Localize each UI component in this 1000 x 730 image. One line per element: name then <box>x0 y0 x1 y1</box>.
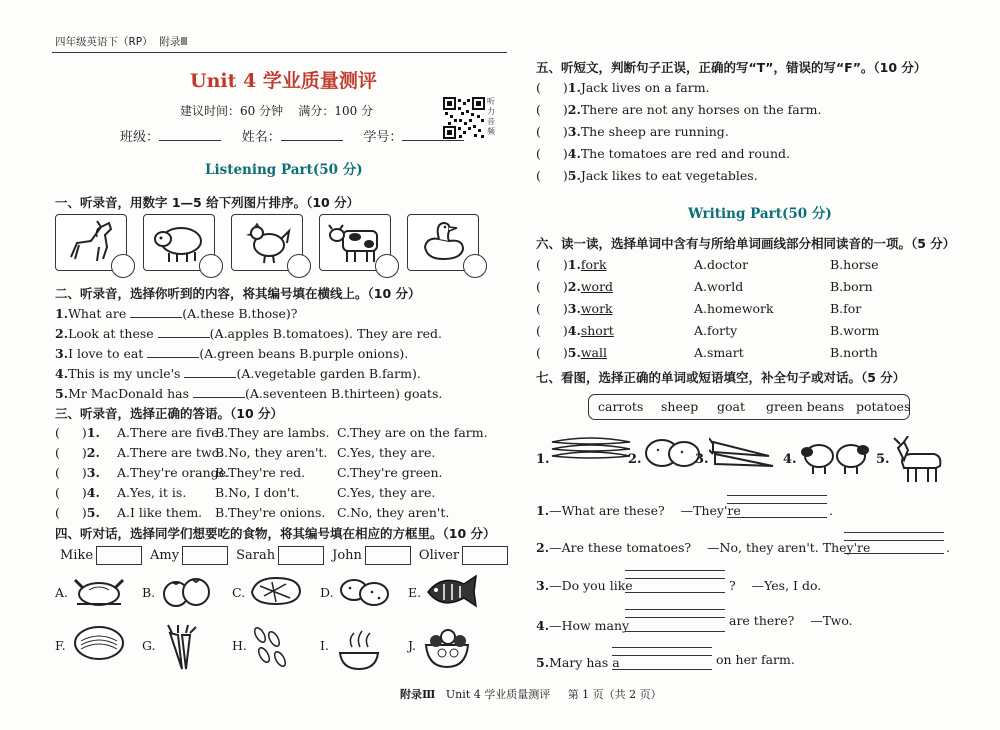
question-number: 3. <box>55 346 69 361</box>
food-roast-chicken <box>69 570 129 613</box>
student-name: Mike <box>60 548 94 563</box>
picture-number: 1. <box>536 452 550 467</box>
picture-1 <box>550 436 632 465</box>
answer-line[interactable] <box>612 669 712 670</box>
true-false-question: ( )4.The tomatoes are red and round. <box>536 146 790 161</box>
statement: The sheep are running. <box>580 124 729 139</box>
word-bank-item: carrots <box>598 399 644 414</box>
option-a: A.smart <box>694 345 744 360</box>
question-number: 2. <box>86 445 100 460</box>
food-fish <box>422 570 482 613</box>
section-3-title: 三、听录音，选择正确的答语。（10 分） <box>55 406 283 421</box>
food-label: H. <box>232 638 247 653</box>
phonics-question: ( )1.fork <box>536 257 607 272</box>
true-false-question: ( )2.There are not any horses on the farm. <box>536 102 822 117</box>
carrots-icon <box>156 623 206 673</box>
food-label: F. <box>55 638 66 653</box>
answer-circle[interactable] <box>375 254 399 278</box>
salad-icon <box>422 623 472 673</box>
question-number: 1. <box>567 80 581 95</box>
period: . <box>829 503 833 518</box>
option-b: B.horse <box>830 257 879 272</box>
word-bank-item: goat <box>717 399 746 414</box>
answer-box[interactable] <box>365 546 411 565</box>
qr-code[interactable] <box>443 97 485 139</box>
food-label: E. <box>408 585 422 600</box>
section-1-title: 一、听录音，用数字 1—5 给下列图片排序。（10 分） <box>55 195 360 210</box>
picture-number: 5. <box>876 452 890 467</box>
picture-5 <box>890 436 946 489</box>
option-a: A.homework <box>694 301 774 316</box>
given-word: short <box>580 323 614 338</box>
fill-question <box>55 325 442 341</box>
food-carrots <box>156 623 206 676</box>
book-header: 四年级英语下（RP） 附录Ⅲ <box>55 36 188 48</box>
question-number: 5. <box>86 505 100 520</box>
question-number: 1. <box>567 257 581 272</box>
true-false-question: ( )3.The sheep are running. <box>536 124 729 139</box>
period: . <box>946 540 950 555</box>
answer-box[interactable] <box>278 546 324 565</box>
roast-chicken-icon <box>69 570 129 610</box>
question-7-5-end: on her farm. <box>716 652 795 667</box>
food-soup <box>334 623 384 676</box>
food-label: G. <box>142 638 156 653</box>
question-text: This is my uncle's <box>68 366 185 381</box>
qr-caption: 听力音频 <box>487 97 495 136</box>
answer-circle[interactable] <box>287 254 311 278</box>
option-c: C.No, they aren't. <box>337 505 450 520</box>
phonics-question: ( )4.short <box>536 323 614 338</box>
question-text: What are <box>68 306 131 321</box>
option-c: C.Yes, they are. <box>337 485 436 500</box>
option-b: B.born <box>830 279 873 294</box>
choice-question: ( )1. <box>55 425 100 440</box>
answer-blank[interactable] <box>130 305 182 318</box>
food-label: J. <box>408 638 417 653</box>
option-a: A.forty <box>694 323 738 338</box>
answer-line[interactable] <box>844 553 944 554</box>
section-7-title: 七、看图，选择正确的单词或短语填空，补全句子或对话。（5 分） <box>536 370 906 385</box>
student-name: Oliver <box>418 548 460 563</box>
green-beans-icon <box>246 623 296 673</box>
answer-line[interactable] <box>625 578 725 579</box>
fish-icon <box>422 570 482 610</box>
question-options: (A.green beans B.purple onions). <box>199 346 409 361</box>
picture-number: 4. <box>783 452 797 467</box>
food-label: I. <box>320 638 329 653</box>
option-a: A.They're orange. <box>117 465 231 480</box>
question-text: Look at these <box>68 326 158 341</box>
question-text: Mr MacDonald has <box>68 386 193 401</box>
option-a: A.I like them. <box>117 505 203 520</box>
noodles-icon <box>69 623 129 663</box>
true-false-question: ( )5.Jack likes to eat vegetables. <box>536 168 758 183</box>
question-number: 1. <box>86 425 100 440</box>
option-a: A.Yes, it is. <box>117 485 187 500</box>
option-b: B.No, they aren't. <box>215 445 328 460</box>
green-beans-icon <box>550 436 632 462</box>
statement: Jack likes to eat vegetables. <box>580 168 758 183</box>
answer-box[interactable] <box>462 546 508 565</box>
answer-blank[interactable] <box>147 345 199 358</box>
question-options: (A.seventeen B.thirteen) goats. <box>244 386 443 401</box>
option-b: B.They're onions. <box>215 505 326 520</box>
statement: The tomatoes are red and round. <box>580 146 790 161</box>
student-name: John <box>332 548 362 563</box>
question-7-3-end: ? —Yes, I do. <box>729 578 822 593</box>
option-b: B.No, I don't. <box>215 485 300 500</box>
picture-4 <box>797 436 873 479</box>
statement: There are not any horses on the farm. <box>580 102 822 117</box>
question-options: (A.vegetable garden B.farm). <box>236 366 421 381</box>
suggested-time: 建议时间：60 分钟 满分：100 分 <box>180 104 374 118</box>
question-number: 5. <box>567 168 581 183</box>
question-number: 4. <box>567 323 581 338</box>
phonics-question: ( )3.work <box>536 301 613 316</box>
option-b: B.They are lambs. <box>215 425 330 440</box>
answer-line[interactable] <box>844 532 944 533</box>
sheep-icon <box>797 436 873 476</box>
food-noodles <box>69 623 129 666</box>
question-options: (A.apples B.tomatoes). They are red. <box>209 326 442 341</box>
listening-part-title: Listening Part(50 分) <box>205 162 363 178</box>
answer-line[interactable] <box>625 609 725 610</box>
choice-question: ( )3. <box>55 465 100 480</box>
answer-line[interactable] <box>727 495 827 496</box>
question-number: 5. <box>567 345 581 360</box>
answer-box[interactable] <box>182 546 228 565</box>
answer-circle[interactable] <box>199 254 223 278</box>
question-options: (A.these B.those)? <box>182 306 298 321</box>
soup-icon <box>334 623 384 673</box>
fill-question <box>55 385 442 401</box>
food-tomatoes <box>156 570 216 613</box>
section-5-title: 五、听短文，判断句子正误，正确的写“T”，错误的写“F”。（10 分） <box>536 60 927 75</box>
word-bank-item: green beans <box>766 399 845 414</box>
food-steak <box>246 570 306 613</box>
answer-line[interactable] <box>727 517 827 518</box>
question-7-1: 1.—What are these? —They're <box>536 503 741 518</box>
answer-line[interactable] <box>612 647 712 648</box>
question-number: 3. <box>86 465 100 480</box>
food-label: B. <box>142 585 156 600</box>
option-b: B.for <box>830 301 862 316</box>
answer-line[interactable] <box>612 655 712 656</box>
footer: 附录Ⅲ Unit 4 学业质量测评 第 1 页（共 2 页） <box>400 688 662 701</box>
option-b: B.worm <box>830 323 880 338</box>
food-label: C. <box>232 585 246 600</box>
phonics-question: ( )2.word <box>536 279 614 294</box>
section-4-title: 四、听对话，选择同学们想要吃的食物，将其编号填在相应的方框里。（10 分） <box>55 526 496 541</box>
carrots-icon <box>709 436 779 476</box>
statement: Jack lives on a farm. <box>580 80 710 95</box>
answer-line[interactable] <box>844 540 944 541</box>
question-7-3: 3.—Do you like <box>536 578 633 593</box>
choice-question: ( )5. <box>55 505 100 520</box>
option-a: A.There are two. <box>117 445 223 460</box>
question-number: 2. <box>55 326 69 341</box>
student-name: Amy <box>150 548 180 563</box>
question-text: I love to eat <box>68 346 148 361</box>
section-6-title: 六、读一读，选择单词中含有与所给单词画线部分相同读音的一项。（5 分） <box>536 236 956 251</box>
header-rule <box>52 52 507 53</box>
word-bank-item: potatoes <box>856 399 911 414</box>
question-number: 2. <box>567 279 581 294</box>
food-label: D. <box>320 585 334 600</box>
answer-circle[interactable] <box>111 254 135 278</box>
picture-number: 3. <box>695 452 709 467</box>
given-word: word <box>580 279 614 294</box>
answer-line[interactable] <box>625 592 725 593</box>
option-b: B.north <box>830 345 878 360</box>
choice-question: ( )2. <box>55 445 100 460</box>
option-c: C.Yes, they are. <box>337 445 436 460</box>
answer-box[interactable] <box>96 546 142 565</box>
food-label: A. <box>55 585 69 600</box>
option-b: B.They're red. <box>215 465 306 480</box>
answer-line[interactable] <box>625 631 725 632</box>
given-word: wall <box>580 345 607 360</box>
option-a: A.There are five. <box>117 425 223 440</box>
option-c: C.They're green. <box>337 465 443 480</box>
given-word: fork <box>580 257 607 272</box>
picture-number: 2. <box>628 452 642 467</box>
question-7-4-end: are there? —Two. <box>729 613 853 628</box>
food-green-beans <box>246 623 296 676</box>
picture-2 <box>642 436 702 473</box>
answer-blank[interactable] <box>184 365 236 378</box>
given-word: work <box>580 301 613 316</box>
question-number: 1. <box>55 306 69 321</box>
question-7-2: 2.—Are these tomatoes? —No, they aren't. They're <box>536 540 871 555</box>
answer-circle[interactable] <box>463 254 487 278</box>
picture-3 <box>709 436 779 479</box>
potatoes-icon <box>642 436 702 470</box>
answer-blank[interactable] <box>193 385 245 398</box>
tomatoes-icon <box>156 570 216 610</box>
writing-part-title: Writing Part(50 分) <box>688 206 832 222</box>
student-name: Sarah <box>236 548 276 563</box>
fill-question <box>55 345 408 361</box>
food-potatoes <box>334 570 394 613</box>
question-number: 5. <box>55 386 69 401</box>
answer-blank[interactable] <box>158 325 210 338</box>
option-a: A.doctor <box>694 257 749 272</box>
question-number: 3. <box>567 301 581 316</box>
question-number: 2. <box>567 102 581 117</box>
choice-question: ( )4. <box>55 485 100 500</box>
true-false-question: ( )1.Jack lives on a farm. <box>536 80 710 95</box>
word-bank-item: sheep <box>661 399 699 414</box>
section-4-name-boxes <box>60 546 516 565</box>
answer-line[interactable] <box>625 570 725 571</box>
fill-question <box>55 365 421 381</box>
option-a: A.world <box>694 279 744 294</box>
question-number: 3. <box>567 124 581 139</box>
question-number: 4. <box>55 366 69 381</box>
question-7-4: 4.—How many <box>536 618 630 633</box>
steak-icon <box>246 570 306 610</box>
answer-line[interactable] <box>625 617 725 618</box>
question-number: 4. <box>86 485 100 500</box>
page-title: Unit 4 学业质量测评 <box>190 70 377 92</box>
student-info: 班级： 姓名： 学号： <box>120 126 464 145</box>
option-c: C.They are on the farm. <box>337 425 488 440</box>
food-salad <box>422 623 472 676</box>
question-number: 4. <box>567 146 581 161</box>
section-2-title: 二、听录音，选择你听到的内容，将其编号填在横线上。（10 分） <box>55 286 421 301</box>
goat-icon <box>890 436 946 486</box>
phonics-question: ( )5.wall <box>536 345 607 360</box>
question-7-5: 5.Mary has a <box>536 655 620 670</box>
answer-line[interactable] <box>727 503 827 504</box>
potatoes-icon <box>334 570 394 610</box>
fill-question <box>55 305 298 321</box>
